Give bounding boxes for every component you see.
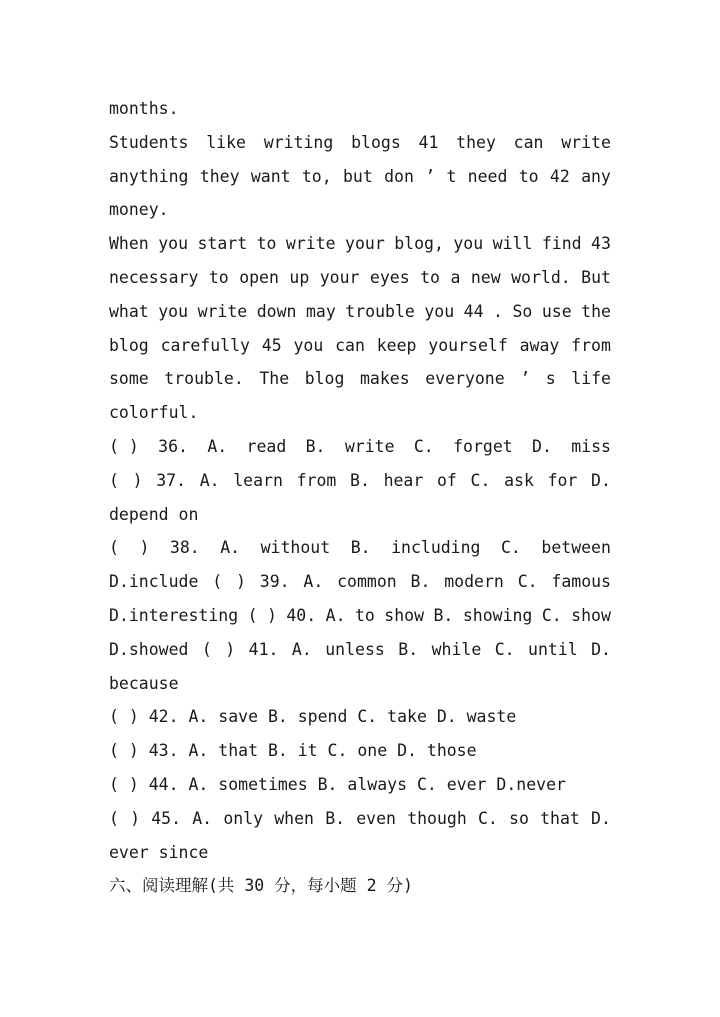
passage-line-1: months. bbox=[109, 99, 179, 118]
word: The bbox=[259, 369, 290, 389]
question-37-cont: depend on bbox=[109, 504, 199, 524]
word: makes bbox=[359, 369, 410, 389]
word: like bbox=[206, 132, 246, 152]
passage-line-3 bbox=[109, 160, 611, 194]
word: ask bbox=[504, 470, 534, 490]
word: blog bbox=[304, 369, 345, 389]
word: A. bbox=[291, 639, 312, 659]
word: C. bbox=[517, 572, 538, 592]
word: when bbox=[274, 808, 314, 828]
word: D. bbox=[591, 808, 611, 828]
word: showing bbox=[462, 605, 533, 625]
word: to bbox=[420, 267, 440, 287]
passage-line-2 bbox=[109, 126, 611, 160]
word: A. bbox=[325, 605, 346, 625]
word: from bbox=[296, 470, 337, 490]
word: read bbox=[246, 436, 287, 456]
word: miss bbox=[571, 436, 611, 456]
word: ) bbox=[236, 572, 246, 592]
word: D. bbox=[532, 436, 552, 456]
word: 43 bbox=[591, 234, 611, 254]
word: ) bbox=[139, 538, 150, 558]
word: up bbox=[289, 267, 310, 287]
word: write bbox=[561, 132, 611, 152]
word: find bbox=[541, 234, 582, 254]
word: to bbox=[518, 166, 539, 186]
word: C. bbox=[413, 436, 434, 456]
word: learn bbox=[233, 470, 283, 490]
word: D.interesting bbox=[109, 605, 239, 625]
word: life bbox=[571, 369, 611, 389]
word: they bbox=[456, 132, 496, 152]
word: ( bbox=[201, 639, 212, 659]
word: show bbox=[384, 605, 425, 625]
word: even bbox=[356, 808, 396, 828]
word: forget bbox=[453, 436, 513, 456]
word: can bbox=[335, 335, 365, 355]
passage-line-7 bbox=[109, 295, 611, 329]
passage-line-6 bbox=[109, 261, 611, 295]
word: can bbox=[513, 132, 544, 152]
section-heading: 六、阅读理解(共 30 分，每小题 2 分) bbox=[109, 876, 413, 896]
word: D.include bbox=[109, 572, 199, 592]
word: A. bbox=[192, 808, 213, 828]
word: B. bbox=[350, 470, 370, 490]
word: blog, bbox=[394, 234, 444, 254]
word: B. bbox=[325, 808, 346, 828]
question-37 bbox=[109, 464, 611, 498]
word: blogs bbox=[351, 132, 401, 152]
word: write bbox=[197, 301, 248, 321]
word: only bbox=[223, 808, 264, 828]
word: ) bbox=[225, 639, 236, 659]
question-44: ( ) 44. A. sometimes B. always C. ever D.never bbox=[109, 774, 566, 794]
word: start bbox=[197, 234, 248, 254]
word: Students bbox=[109, 132, 189, 152]
word: including bbox=[391, 538, 481, 558]
word: ( ) bbox=[109, 436, 139, 456]
word: B. bbox=[398, 639, 419, 659]
question-40-41 bbox=[109, 633, 611, 667]
word: 45. bbox=[151, 808, 182, 828]
word: you bbox=[158, 234, 189, 254]
word: yourself bbox=[428, 335, 508, 355]
question-42: ( ) 42. A. save B. spend C. take D. waste bbox=[109, 707, 517, 727]
word: A. bbox=[207, 436, 228, 456]
word: you bbox=[158, 301, 189, 321]
word: blog bbox=[109, 335, 149, 355]
word: some bbox=[109, 369, 149, 389]
word: B. bbox=[410, 572, 431, 592]
passage-line-10: colorful. bbox=[109, 403, 199, 423]
question-43: ( ) 43. A. that B. it C. one D. those bbox=[109, 741, 477, 761]
word: new bbox=[470, 267, 501, 287]
question-38 bbox=[109, 531, 611, 565]
word: ) bbox=[266, 605, 277, 625]
word: ( bbox=[212, 572, 223, 592]
word: eyes bbox=[369, 267, 410, 287]
word: When bbox=[109, 234, 149, 254]
word: use bbox=[541, 301, 572, 321]
word: for bbox=[547, 470, 578, 490]
word: they bbox=[199, 166, 240, 186]
word: 39. bbox=[259, 572, 290, 592]
word: though bbox=[407, 808, 467, 828]
word: of bbox=[436, 470, 457, 490]
word: unless bbox=[325, 639, 385, 659]
word: your bbox=[345, 234, 385, 254]
question-36 bbox=[109, 430, 611, 464]
word: between bbox=[541, 538, 611, 558]
question-38-39 bbox=[109, 565, 611, 599]
word: everyone bbox=[425, 369, 505, 389]
word: ’ bbox=[425, 166, 436, 186]
word: want bbox=[250, 166, 291, 186]
word: famous bbox=[551, 572, 611, 592]
word: from bbox=[571, 335, 611, 355]
word: 41. bbox=[248, 639, 279, 659]
word: without bbox=[260, 538, 331, 558]
word: B. bbox=[305, 436, 326, 456]
word: So bbox=[512, 301, 533, 321]
word: t bbox=[446, 166, 457, 186]
word: C. bbox=[494, 639, 515, 659]
word: necessary bbox=[109, 267, 199, 287]
word: 38. bbox=[169, 538, 200, 558]
word: 37. bbox=[156, 470, 187, 490]
word: need bbox=[467, 166, 508, 186]
word: 45 bbox=[261, 335, 282, 355]
word: that bbox=[540, 808, 580, 828]
word: trouble bbox=[345, 301, 415, 321]
word: D. bbox=[591, 639, 611, 659]
word: what bbox=[109, 301, 149, 321]
word: trouble. bbox=[164, 369, 244, 389]
word: open bbox=[239, 267, 279, 287]
word: 44 bbox=[463, 301, 484, 321]
word: D.showed bbox=[109, 639, 189, 659]
word: show bbox=[571, 605, 611, 625]
word: keep bbox=[376, 335, 417, 355]
word: to bbox=[256, 234, 277, 254]
word: 40. bbox=[286, 605, 317, 625]
word: any bbox=[581, 166, 611, 186]
word: writing bbox=[263, 132, 334, 152]
word: C. bbox=[501, 538, 521, 558]
word: write bbox=[285, 234, 336, 254]
word: A. bbox=[220, 538, 241, 558]
word: C. bbox=[477, 808, 498, 828]
word: while bbox=[431, 639, 482, 659]
word: the bbox=[581, 301, 611, 321]
word: ( bbox=[109, 538, 119, 558]
word: you bbox=[424, 301, 455, 321]
question-41-cont: because bbox=[109, 673, 179, 693]
word: to, bbox=[301, 166, 332, 186]
word: ( bbox=[109, 470, 119, 490]
word: 41 bbox=[418, 132, 439, 152]
word: ’ bbox=[520, 369, 531, 389]
word: but bbox=[342, 166, 373, 186]
word: C. bbox=[470, 470, 491, 490]
word: ) bbox=[130, 808, 141, 828]
word: carefully bbox=[160, 335, 250, 355]
word: A. bbox=[303, 572, 324, 592]
word: so bbox=[509, 808, 529, 828]
word: a bbox=[450, 267, 461, 287]
word: modern bbox=[444, 572, 504, 592]
word: write bbox=[344, 436, 395, 456]
word: you bbox=[293, 335, 324, 355]
document-content bbox=[109, 92, 611, 903]
passage-line-4: money. bbox=[109, 200, 169, 220]
word: s bbox=[545, 369, 556, 389]
word: you bbox=[453, 234, 484, 254]
word: hear bbox=[383, 470, 424, 490]
word: don bbox=[384, 166, 414, 186]
word: . bbox=[493, 301, 503, 321]
word: C. bbox=[541, 605, 562, 625]
question-39-40 bbox=[109, 599, 611, 633]
question-45-cont: ever since bbox=[109, 842, 209, 862]
word: A. bbox=[199, 470, 220, 490]
word: 42 bbox=[549, 166, 570, 186]
word: away bbox=[519, 335, 560, 355]
word: anything bbox=[109, 166, 189, 186]
passage-line-8 bbox=[109, 329, 611, 363]
question-45 bbox=[109, 802, 611, 836]
word: ) bbox=[132, 470, 143, 490]
word: to bbox=[208, 267, 229, 287]
word: may bbox=[305, 301, 336, 321]
word: But bbox=[581, 267, 611, 287]
word: your bbox=[319, 267, 360, 287]
word: will bbox=[492, 234, 533, 254]
word: B. bbox=[350, 538, 371, 558]
word: B. bbox=[433, 605, 454, 625]
passage-line-9 bbox=[109, 362, 611, 396]
word: D. bbox=[591, 470, 611, 490]
word: to bbox=[354, 605, 375, 625]
word: 36. bbox=[158, 436, 188, 456]
word: ( bbox=[109, 808, 119, 828]
word: until bbox=[528, 639, 578, 659]
word: world. bbox=[511, 267, 571, 287]
word: ( bbox=[247, 605, 258, 625]
passage-line-5 bbox=[109, 227, 611, 261]
word: common bbox=[337, 572, 397, 592]
word: down bbox=[256, 301, 297, 321]
